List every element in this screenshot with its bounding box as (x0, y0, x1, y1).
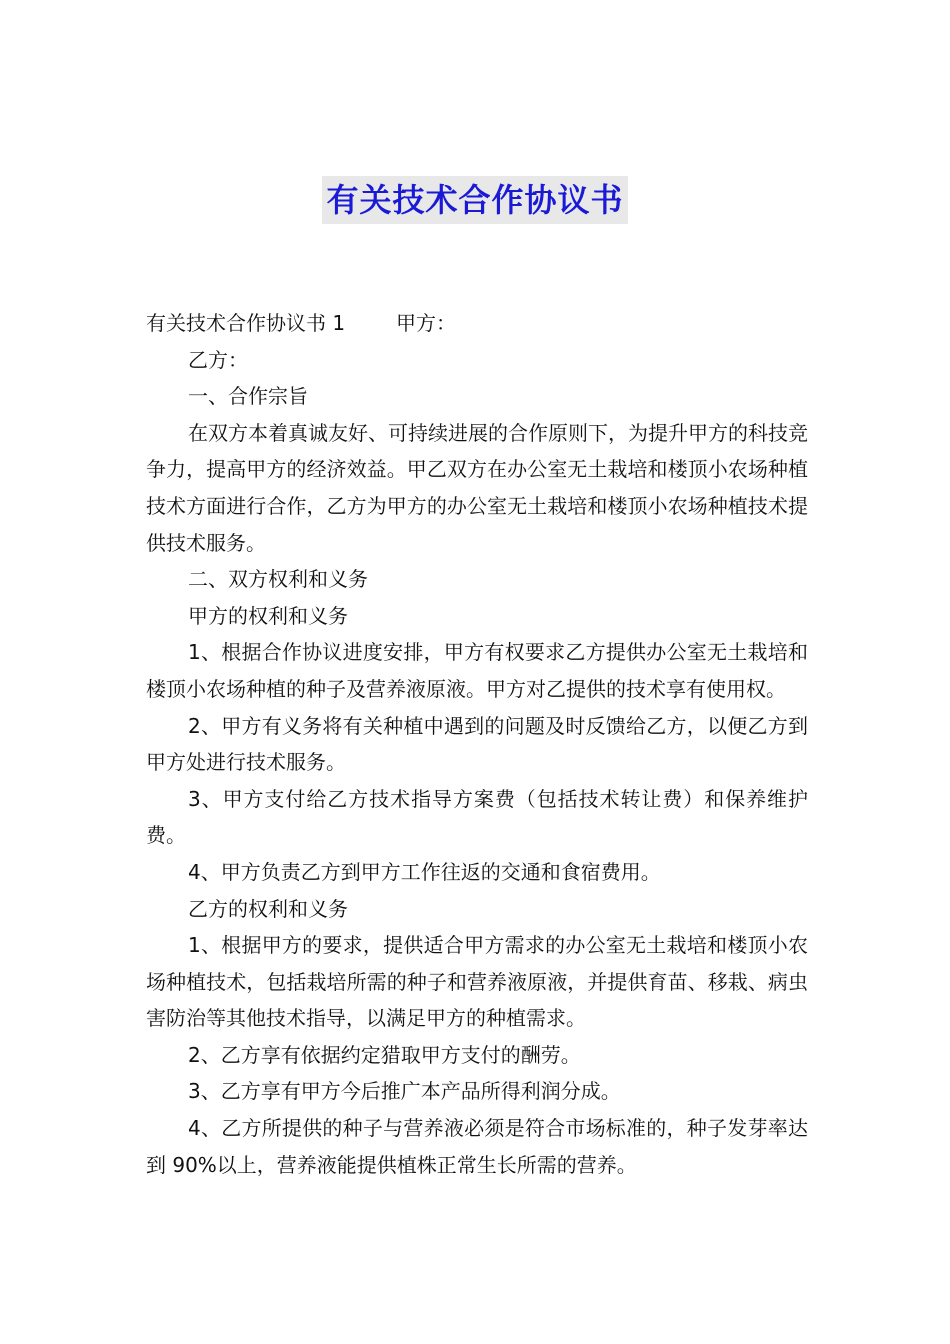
document-title: 有关技术合作协议书 (322, 176, 627, 224)
list-item: 2、甲方有义务将有关种植中遇到的问题及时反馈给乙方，以便乙方到甲方处进行技术服务。 (146, 713, 808, 775)
paragraph: 在双方本着真诚友好、可持续进展的合作原则下，为提升甲方的科技竞争力，提高甲方的经济效益。甲乙双方在办公室无土栽培和楼顶小农场种植技术方面进行合作，乙方为甲方的办公室无土栽培和楼顶小农场种植技术提供技术服务。 (146, 420, 808, 555)
list-item: 3、甲方支付给乙方技术指导方案费（包括技术转让费）和保养维护费。 (146, 786, 808, 848)
list-item: 3、乙方享有甲方今后推广本产品所得利润分成。 (188, 1079, 621, 1104)
list-item: 1、根据甲方的要求，提供适合甲方需求的办公室无土栽培和楼顶小农场种植技术，包括栽培所需的种子和营养液原液，并提供育苗、移栽、病虫害防治等其他技术指导，以满足甲方的种植需求。 (146, 933, 808, 1031)
section-heading: 一、合作宗旨 (188, 384, 308, 409)
subsection-heading: 甲方的权利和义务 (188, 603, 348, 628)
paragraph: 有关技术合作协议书 1 甲方： (146, 311, 456, 335)
list-item: 2、乙方享有依据约定猎取甲方支付的酬劳。 (188, 1042, 581, 1067)
document-body (146, 305, 808, 1183)
list-item: 4、乙方所提供的种子与营养液必须是符合市场标准的，种子发芽率达到 90%以上，营养液能提供植株正常生长所需的营养。 (146, 1116, 808, 1177)
section-heading: 二、双方权利和义务 (188, 567, 368, 592)
subsection-heading: 乙方的权利和义务 (188, 896, 348, 921)
paragraph: 乙方： (188, 347, 248, 372)
list-item: 4、甲方负责乙方到甲方工作往返的交通和食宿费用。 (188, 859, 661, 884)
title-container (0, 176, 950, 224)
list-item: 1、根据合作协议进度安排，甲方有权要求乙方提供办公室无土栽培和楼顶小农场种植的种子及营养液原液。甲方对乙提供的技术享有使用权。 (146, 640, 808, 701)
